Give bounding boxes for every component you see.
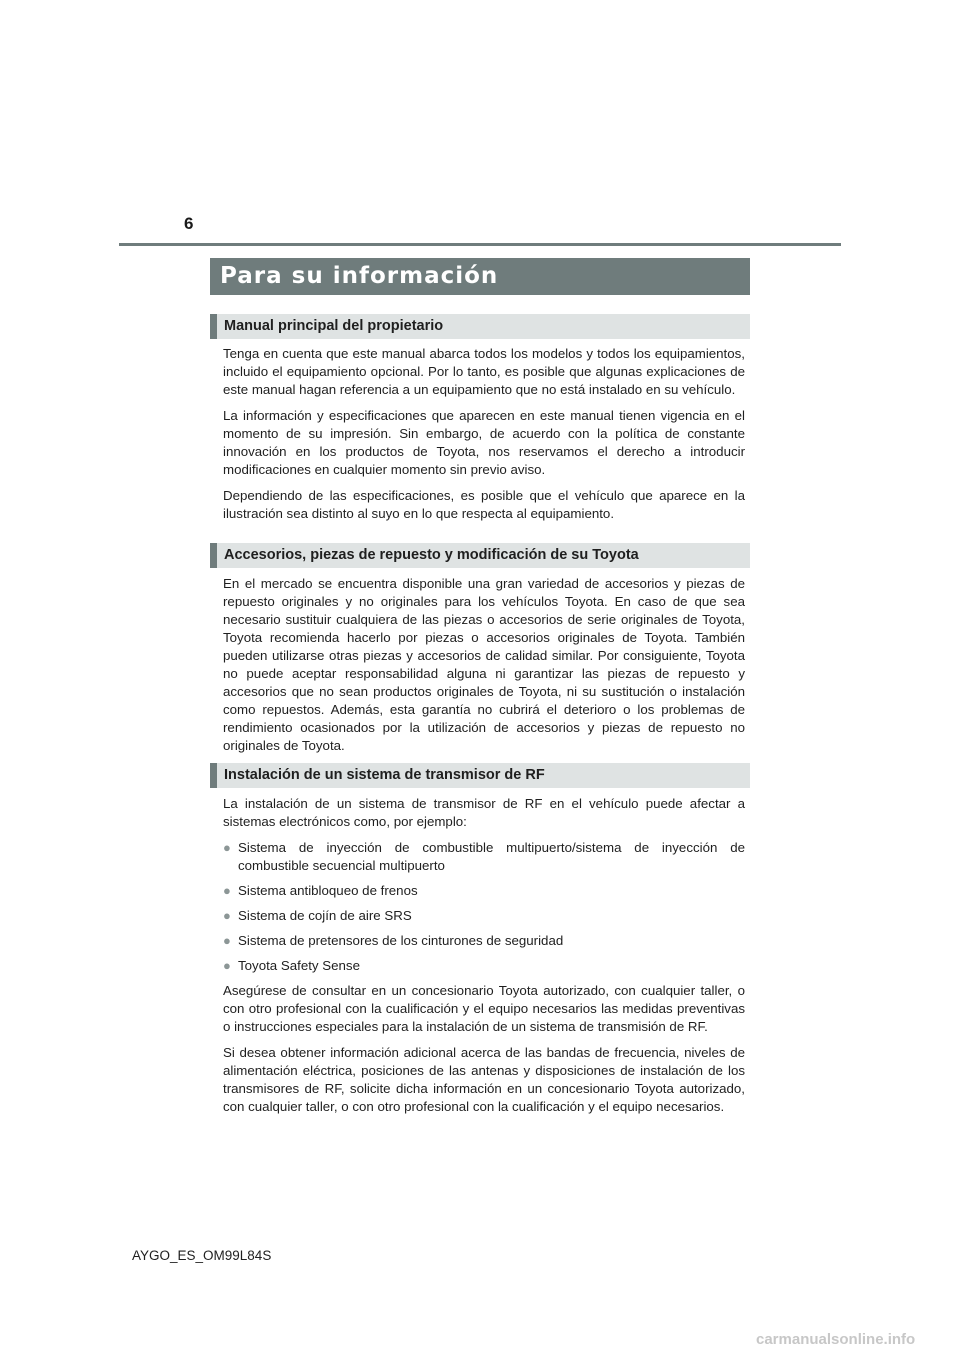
list-item-text: Sistema de inyección de combustible multipuerto/sistema de inyección de combustible secuencial multipuerto xyxy=(238,840,745,873)
bullet-icon: ● xyxy=(223,958,231,973)
page-title: Para su información xyxy=(210,258,750,295)
paragraph: Tenga en cuenta que este manual abarca todos los modelos y todos los equipamientos, incluido el equipamiento opcional. Por lo tanto, es posible que algunas explicaciones de este manual hagan referencia a un equipamiento que no está instalado en su vehículo. xyxy=(223,346,745,397)
list-item-text: Toyota Safety Sense xyxy=(238,958,360,973)
bullet-icon: ● xyxy=(223,908,231,923)
page-number: 6 xyxy=(184,214,194,233)
paragraph: Si desea obtener información adicional acerca de las bandas de frecuencia, niveles de alimentación eléctrica, posiciones de las antenas y disposiciones de instalación de los transmisores de RF, solicite dicha información en un concesionario Toyota autorizado, con cualquier taller, o con otro profesional con la cualificación y el equipo necesarios. xyxy=(223,1045,745,1114)
paragraph: La instalación de un sistema de transmisor de RF en el vehículo puede afectar a sistemas electrónicos como, por ejemplo: xyxy=(223,796,745,829)
bullet-icon: ● xyxy=(223,840,231,855)
bullet-icon: ● xyxy=(223,933,231,948)
watermark: carmanualsonline.info xyxy=(756,1331,916,1348)
list-item xyxy=(223,882,745,900)
list-item-text: Sistema de cojín de aire SRS xyxy=(238,908,412,923)
list-item-text: Sistema antibloqueo de frenos xyxy=(238,883,418,898)
section-body-rf xyxy=(223,795,745,1124)
list-item-text: Sistema de pretensores de los cinturones de seguridad xyxy=(238,933,564,948)
top-divider xyxy=(119,243,841,246)
section-header-accessories: Accesorios, piezas de repuesto y modificación de su Toyota xyxy=(210,543,750,568)
paragraph: En el mercado se encuentra disponible una gran variedad de accesorios y piezas de repuesto originales y no originales para los vehículos Toyota. En caso de que sea necesario sustituir cualquiera de las piezas o accesorios de serie originales de Toyota, Toyota recomienda hacerlo por piezas o accesorios originales de Toyota. También pueden utilizarse otras piezas y accesorios de calidad similar. Por consiguiente, Toyota no puede aceptar responsabilidad alguna ni garantizar las piezas de repuesto y accesorios que no sean productos originales de Toyota, ni su sustitución o instalación como repuestos. Además, esta garantía no cubrirá el deterioro o los problemas de rendimiento ocasionados por la utilización de accesorios y piezas de repuesto no originales de Toyota. xyxy=(223,576,745,753)
section-header-rf: Instalación de un sistema de transmisor de RF xyxy=(210,763,750,788)
document-code: AYGO_ES_OM99L84S xyxy=(132,1248,272,1263)
list-item xyxy=(223,957,745,975)
paragraph: Asegúrese de consultar en un concesionario Toyota autorizado, con cualquier taller, o con otro profesional con la cualificación y el equipo necesarios las medidas preventivas o instrucciones especiales para la instalación de un sistema de transmisión de RF. xyxy=(223,983,745,1034)
bullet-icon: ● xyxy=(223,883,231,898)
list-item xyxy=(223,839,745,875)
list-item xyxy=(223,907,745,925)
section-header-manual: Manual principal del propietario xyxy=(210,314,750,339)
paragraph: Dependiendo de las especificaciones, es posible que el vehículo que aparece en la ilustración sea distinto al suyo en lo que respecta al equipamiento. xyxy=(223,488,745,521)
list-item xyxy=(223,932,745,950)
paragraph: La información y especificaciones que aparecen en este manual tienen vigencia en el momento de su impresión. Sin embargo, de acuerdo con la política de constante innovación en los productos de Toyota, nos reservamos el derecho a introducir modificaciones en cualquier momento sin previo aviso. xyxy=(223,408,745,477)
section-body-manual xyxy=(223,345,745,531)
section-body-accessories xyxy=(223,575,745,763)
